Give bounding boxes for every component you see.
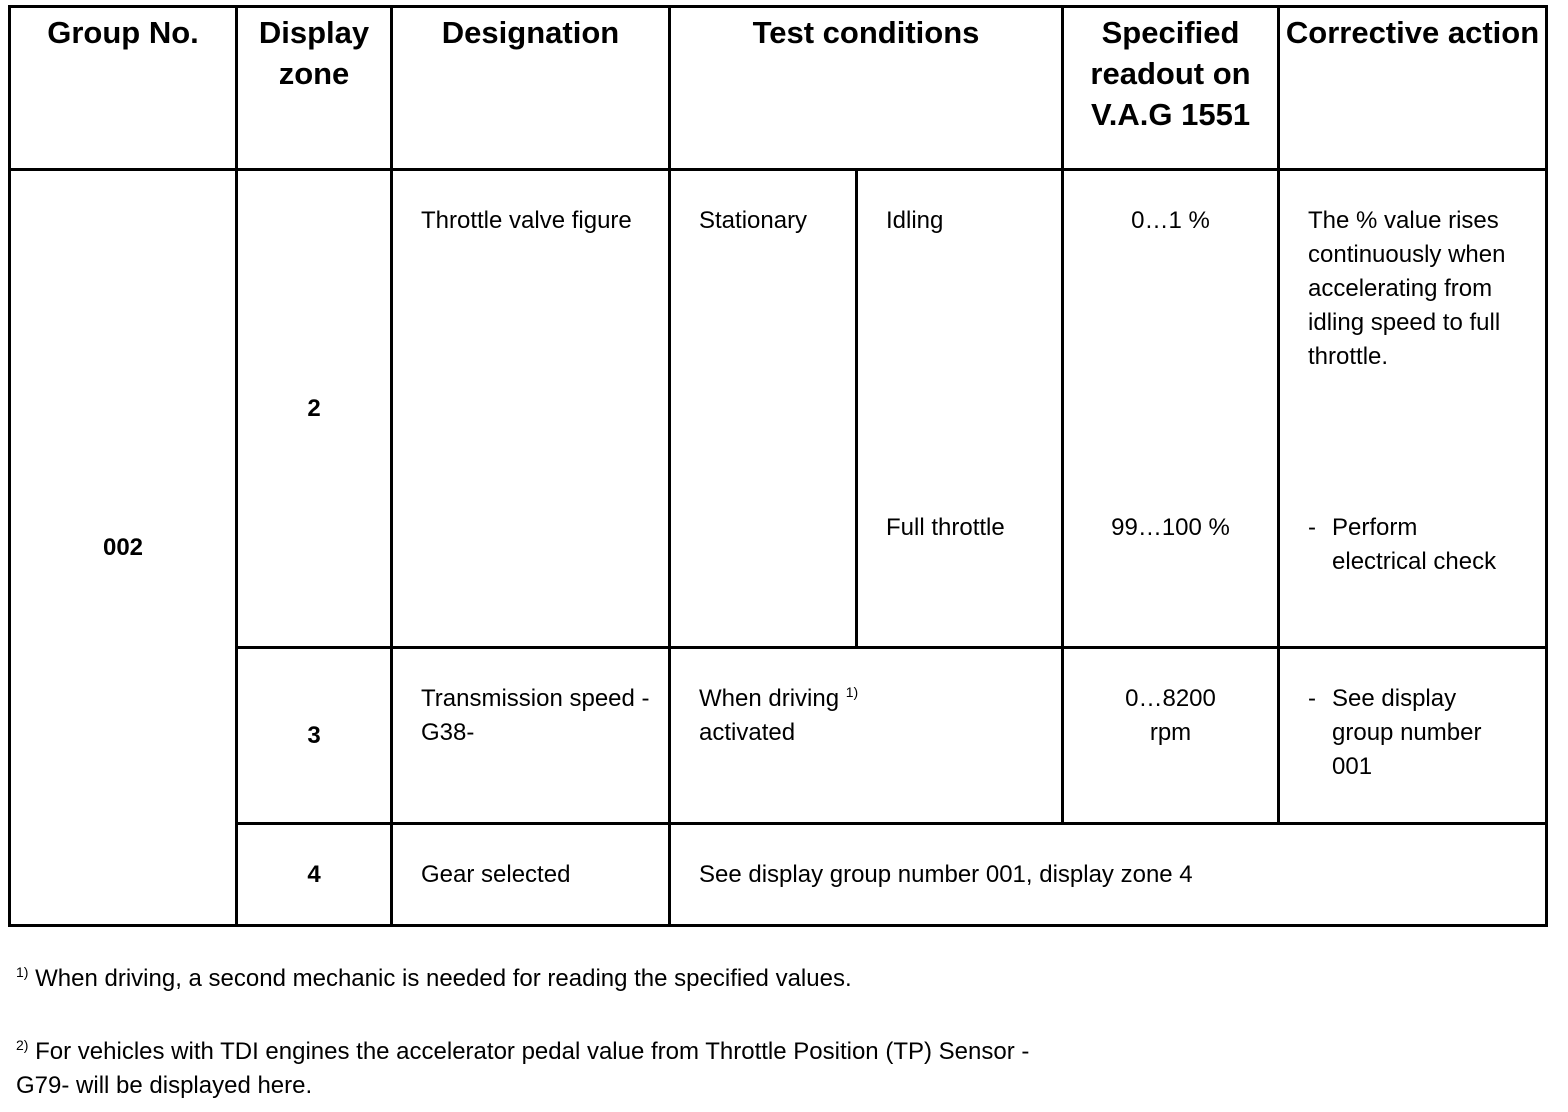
header-designation: Designation: [392, 7, 670, 170]
designation-cell: Throttle valve figure: [392, 170, 670, 648]
table-row: [10, 824, 1547, 926]
dash-marker: -: [1308, 514, 1317, 541]
table-row: [10, 648, 1547, 824]
header-group-no: Group No.: [10, 7, 237, 170]
group-number: 002: [10, 170, 237, 926]
condition-cell: See display group number 001, display zone 4: [670, 824, 1547, 926]
footnote-mark: 2): [16, 1037, 29, 1053]
readout-idling: 0…1 %: [1131, 207, 1210, 234]
footnote-ref: 1): [845, 684, 859, 700]
display-zone-cell: 2: [237, 170, 392, 648]
action-item: See display group number 001: [1332, 685, 1482, 780]
condition-text: When driving: [699, 685, 840, 712]
footnote-text-line2: G79- will be displayed here.: [16, 1072, 313, 1099]
header-specified-readout: Specified readout on V.A.G 1551: [1063, 7, 1279, 170]
action-cell: [1279, 648, 1547, 824]
header-test-conditions: Test conditions: [670, 7, 1063, 170]
readout-cell: [1063, 170, 1279, 648]
designation-cell: Transmission speed -G38-: [392, 648, 670, 824]
condition-full-throttle: Full throttle: [886, 514, 1005, 541]
action-cell: [1279, 170, 1547, 648]
condition-sub-cell: [857, 170, 1063, 648]
footnote-text: When driving, a second mechanic is needed for reading the specified values.: [35, 965, 852, 992]
readout-full-throttle: 99…100 %: [1111, 514, 1230, 541]
action-text: The % value rises continuously when accelerating from idling speed to full throttle.: [1308, 207, 1506, 370]
display-zone-cell: 4: [237, 824, 392, 926]
action-item: Perform electrical check: [1332, 514, 1497, 575]
readout-value: 0…8200 rpm: [1125, 685, 1216, 746]
display-group-table: [8, 5, 1548, 927]
condition-cell: Stationary: [670, 170, 857, 648]
table-row: [10, 170, 1547, 648]
action-list-item: [1308, 511, 1538, 579]
readout-cell: [1063, 648, 1279, 824]
condition-cell: [670, 648, 1063, 824]
header-corrective-action: Corrective action: [1279, 7, 1547, 170]
condition-idling: Idling: [886, 207, 944, 234]
header-row: [10, 7, 1547, 170]
dash-marker: -: [1308, 685, 1317, 712]
designation-cell: Gear selected: [392, 824, 670, 926]
header-display-zone: Display zone: [237, 7, 392, 170]
footnote-1: [16, 962, 852, 996]
footnote-2: [16, 1035, 1029, 1103]
condition-text-2: activated: [699, 719, 796, 746]
footnote-mark: 1): [16, 964, 29, 980]
display-zone-cell: 3: [237, 648, 392, 824]
footnote-text: For vehicles with TDI engines the accelerator pedal value from Throttle Position (TP) Sensor -: [35, 1038, 1030, 1065]
